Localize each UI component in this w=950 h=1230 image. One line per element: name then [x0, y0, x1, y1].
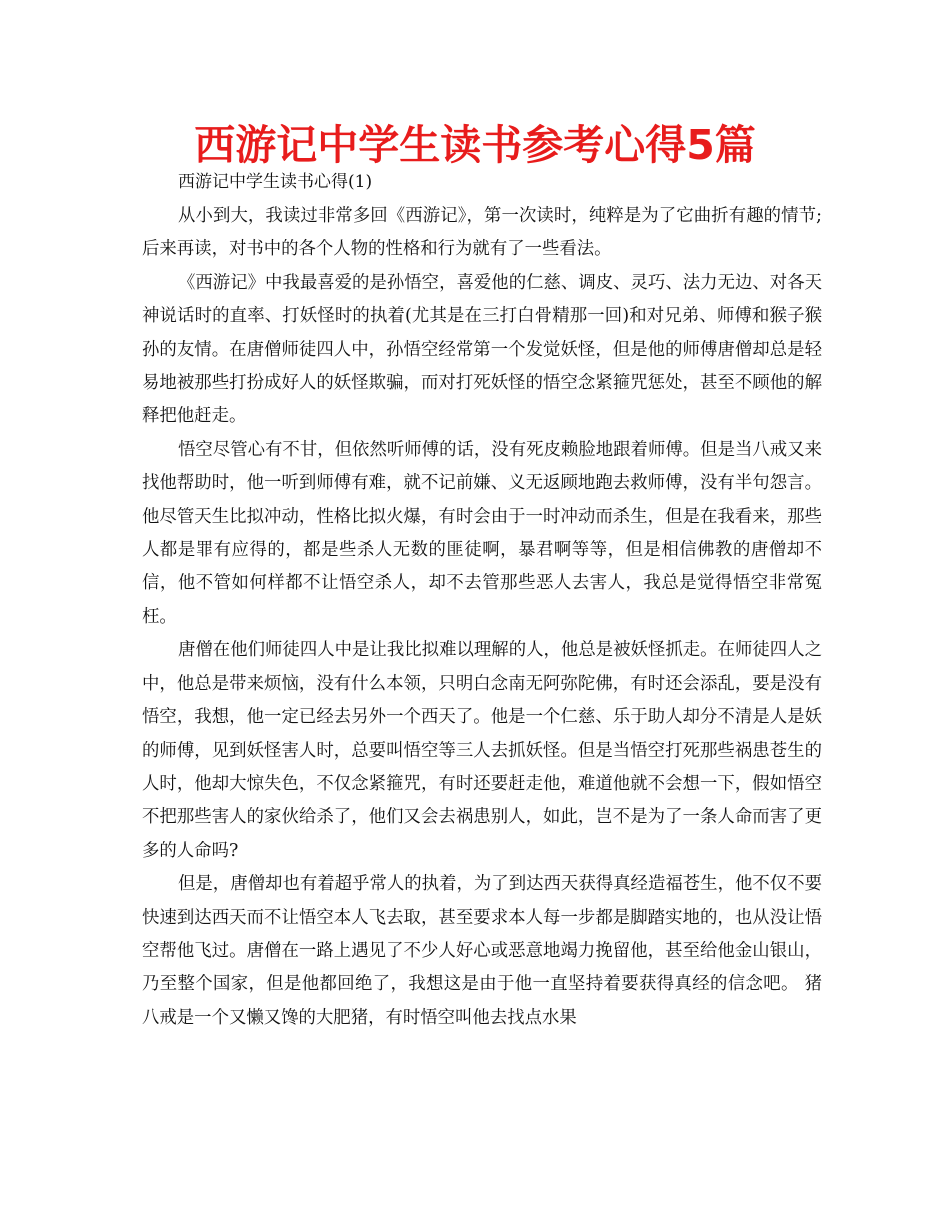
paragraph-3: 悟空尽管心有不甘，但依然听师傅的话，没有死皮赖脸地跟着师傅。但是当八戒又来找他帮助时，他一听到师傅有难，就不记前嫌、义无返顾地跑去救师傅，没有半句怨言。他尽管天生比拟冲动，性格比拟火爆，有时会由于一时冲动而杀生，但是在我看来，那些人都是罪有应得的，都是些杀人无数的匪徒啊，暴君啊等等，但是相信佛教的唐僧却不信，他不管如何样都不让悟空杀人，却不去管那些恶人去害人，我总是觉得悟空非常冤枉。 — [142, 439, 822, 627]
article-body — [142, 200, 822, 1035]
paragraph-1: 从小到大，我读过非常多回《西游记》，第一次读时，纯粹是为了它曲折有趣的情节;后来再读，对书中的各个人物的性格和行为就有了一些看法。 — [142, 206, 822, 260]
paragraph-2: 《西游记》中我最喜爱的是孙悟空，喜爱他的仁慈、调皮、灵巧、法力无边、对各天神说话时的直率、打妖怪时的执着(尤其是在三打白骨精那一回)和对兄弟、师傅和猴子猴孙的友情。在唐僧师徒四人中，孙悟空经常第一个发觉妖怪，但是他的师傅唐僧却总是轻易地被那些打扮成好人的妖怪欺骗，而对打死妖怪的悟空念紧箍咒惩处，甚至不顾他的解释把他赶走。 — [142, 272, 822, 427]
page-title: 西游记中学生读书参考心得5篇 — [194, 121, 756, 169]
section-heading: 西游记中学生读书心得(1) — [178, 172, 373, 192]
paragraph-4: 唐僧在他们师徒四人中是让我比拟难以理解的人，他总是被妖怪抓走。在师徒四人之中，他总是带来烦恼，没有什么本领，只明白念南无阿弥陀佛，有时还会添乱，要是没有悟空，我想，他一定已经去另外一个西天了。他是一个仁慈、乐于助人却分不清是人是妖的师傅，见到妖怪害人时，总要叫悟空等三人去抓妖怪。但是当悟空打死那些祸患苍生的人时，他却大惊失色，不仅念紧箍咒，有时还要赶走他，难道他就不会想一下，假如悟空不把那些害人的家伙给杀了，他们又会去祸患别人，如此，岂不是为了一条人命而害了更多的人命吗? — [142, 640, 822, 861]
paragraph-5: 但是，唐僧却也有着超乎常人的执着，为了到达西天获得真经造福苍生，他不仅不要快速到达西天而不让悟空本人飞去取，甚至要求本人每一步都是脚踏实地的，也从没让悟空帮他飞过。唐僧在一路上遇见了不少人好心或恶意地竭力挽留他，甚至给他金山银山，乃至整个国家，但是他都回绝了，我想这是由于他一直坚持着要获得真经的信念吧。 猪八戒是一个又懒又馋的大肥猪，有时悟空叫他去找点水果 — [142, 874, 822, 1028]
